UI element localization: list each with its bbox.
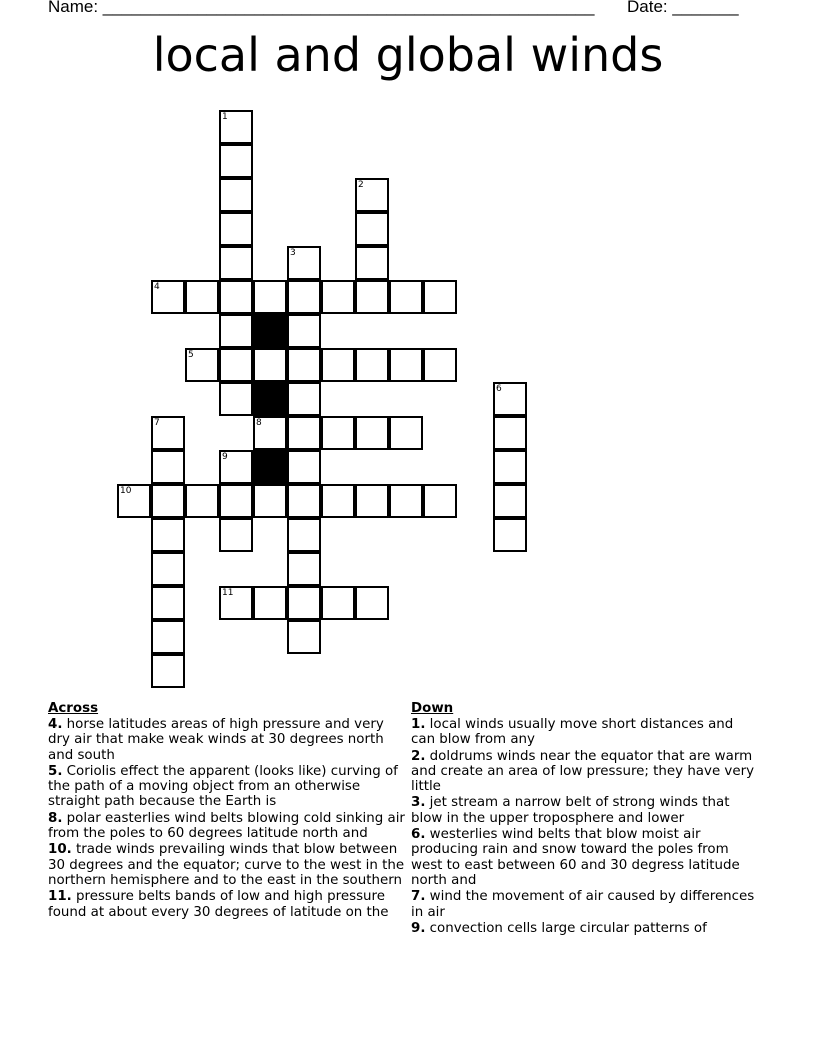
grid-cell[interactable] (185, 280, 219, 314)
grid-cell[interactable] (185, 348, 219, 382)
grid-cell[interactable] (493, 518, 527, 552)
clue-number: 7 (154, 418, 160, 428)
clue-number: 8 (256, 418, 262, 428)
clue-text: pressure belts bands of low and high pressure found at about every 30 degrees of latitude on the (48, 889, 389, 920)
grid-cell[interactable] (423, 348, 457, 382)
grid-cell[interactable] (287, 450, 321, 484)
clue-text: polar easterlies wind belts blowing cold sinking air from the poles to 60 degrees latitude north and (48, 810, 405, 842)
grid-cell[interactable] (389, 280, 423, 314)
clue-num: 6. (411, 827, 426, 843)
grid-cell[interactable] (253, 416, 287, 450)
clue-text: trade winds prevailing winds that blow between 30 degrees and the equator; curve to the west in the northern hemisphere and to the east in the southern (48, 842, 405, 888)
clue-number: 4 (154, 282, 160, 292)
grid-cell[interactable] (287, 484, 321, 518)
across-clues (48, 700, 408, 921)
grid-cell[interactable] (389, 416, 423, 450)
grid-cell[interactable] (287, 314, 321, 348)
across-clue (48, 811, 408, 842)
clue-text: jet stream a narrow belt of strong winds that blow in the upper troposphere and lower (411, 795, 730, 826)
grid-cell[interactable] (287, 382, 321, 416)
clue-num: 7. (411, 889, 426, 905)
grid-cell[interactable] (219, 348, 253, 382)
clue-num: 1. (411, 717, 426, 732)
black-block (253, 382, 287, 416)
clue-num: 10. (48, 842, 72, 858)
clue-text: horse latitudes areas of high pressure and very dry air that make weak winds at 30 degrees north and south (48, 717, 384, 763)
grid-cell[interactable] (219, 246, 253, 280)
black-block (253, 314, 287, 348)
across-clue (48, 764, 408, 810)
grid-cell[interactable] (151, 552, 185, 586)
grid-cell[interactable] (219, 178, 253, 212)
clue-text: Coriolis effect the apparent (looks like) curving of the path of a moving object from an otherwise straight path because the Earth is (48, 763, 398, 810)
clue-number: 3 (290, 248, 296, 258)
grid-cell[interactable] (493, 484, 527, 518)
grid-cell[interactable] (287, 280, 321, 314)
grid-cell[interactable] (219, 518, 253, 552)
grid-cell[interactable] (355, 246, 389, 280)
grid-cell[interactable] (493, 416, 527, 450)
date-field-label: Date: _______ (627, 0, 739, 16)
grid-cell[interactable] (185, 484, 219, 518)
grid-cell[interactable] (151, 450, 185, 484)
page-title: local and global winds (152, 28, 664, 82)
grid-cell[interactable] (219, 484, 253, 518)
clue-number: 10 (120, 486, 132, 496)
black-block (253, 450, 287, 484)
grid-cell[interactable] (287, 586, 321, 620)
down-heading: Down (411, 701, 454, 716)
grid-cell[interactable] (389, 348, 423, 382)
clue-text: local winds usually move short distances and can blow from any (411, 717, 734, 748)
grid-cell[interactable] (253, 280, 287, 314)
down-clue (411, 827, 761, 888)
down-clue (411, 795, 761, 826)
grid-cell[interactable] (219, 280, 253, 314)
grid-cell[interactable] (219, 450, 253, 484)
clue-number: 5 (188, 350, 194, 360)
grid-cell[interactable] (151, 484, 185, 518)
down-clue (411, 889, 761, 920)
grid-cell[interactable] (219, 586, 253, 620)
clue-number: 2 (358, 180, 364, 190)
grid-cell[interactable] (355, 178, 389, 212)
grid-cell[interactable] (287, 552, 321, 586)
grid-cell[interactable] (253, 484, 287, 518)
down-clue (411, 921, 761, 936)
grid-cell[interactable] (253, 348, 287, 382)
grid-cell[interactable] (355, 416, 389, 450)
grid-cell[interactable] (423, 280, 457, 314)
down-clue (411, 749, 761, 795)
grid-cell[interactable] (117, 484, 151, 518)
grid-cell[interactable] (151, 586, 185, 620)
grid-cell[interactable] (151, 620, 185, 654)
clue-num: 11. (48, 889, 72, 905)
down-clues (411, 700, 761, 937)
grid-cell[interactable] (151, 518, 185, 552)
grid-cell[interactable] (219, 212, 253, 246)
clue-text: convection cells large circular patterns of (429, 920, 707, 936)
grid-cell[interactable] (423, 484, 457, 518)
clue-num: 3. (411, 795, 426, 811)
grid-cell[interactable] (355, 586, 389, 620)
grid-cell[interactable] (321, 348, 355, 382)
clue-number: 6 (496, 384, 502, 394)
grid-cell[interactable] (355, 212, 389, 246)
across-clue (48, 717, 408, 763)
grid-cell[interactable] (355, 348, 389, 382)
name-field-label: Name: ____________________________________________________ (48, 0, 595, 16)
grid-cell[interactable] (287, 246, 321, 280)
grid-cell[interactable] (287, 348, 321, 382)
grid-cell[interactable] (151, 416, 185, 450)
grid-cell[interactable] (219, 110, 253, 144)
grid-cell[interactable] (389, 484, 423, 518)
across-heading: Across (48, 701, 99, 716)
grid-cell[interactable] (219, 314, 253, 348)
clue-num: 9. (411, 920, 426, 936)
down-clue (411, 717, 761, 748)
grid-cell[interactable] (287, 620, 321, 654)
clue-num: 5. (48, 763, 63, 779)
clue-text: doldrums winds near the equator that are warm and create an area of low pressure; they have very little (411, 748, 755, 795)
grid-cell[interactable] (151, 654, 185, 688)
grid-cell[interactable] (287, 518, 321, 552)
grid-cell[interactable] (355, 280, 389, 314)
grid-cell[interactable] (321, 280, 355, 314)
clue-num: 8. (48, 810, 63, 826)
grid-cell[interactable] (321, 586, 355, 620)
grid-cell[interactable] (321, 484, 355, 518)
clue-number: 9 (222, 452, 228, 462)
across-clue (48, 889, 408, 920)
across-clue (48, 842, 408, 888)
grid-cell[interactable] (219, 382, 253, 416)
grid-cell[interactable] (355, 484, 389, 518)
grid-cell[interactable] (253, 586, 287, 620)
clue-num: 4. (48, 717, 63, 732)
grid-cell[interactable] (493, 450, 527, 484)
grid-cell[interactable] (493, 382, 527, 416)
clue-text: westerlies wind belts that blow moist air producing rain and snow toward the poles from west to east between 60 and 30 degress latitude north and (411, 827, 740, 888)
clue-number: 11 (222, 588, 234, 598)
clue-text: wind the movement of air caused by differences in air (411, 889, 755, 920)
grid-cell[interactable] (151, 280, 185, 314)
grid-cell[interactable] (321, 416, 355, 450)
grid-cell[interactable] (287, 416, 321, 450)
grid-cell[interactable] (219, 144, 253, 178)
clue-number: 1 (222, 112, 228, 122)
clue-num: 2. (411, 748, 426, 764)
